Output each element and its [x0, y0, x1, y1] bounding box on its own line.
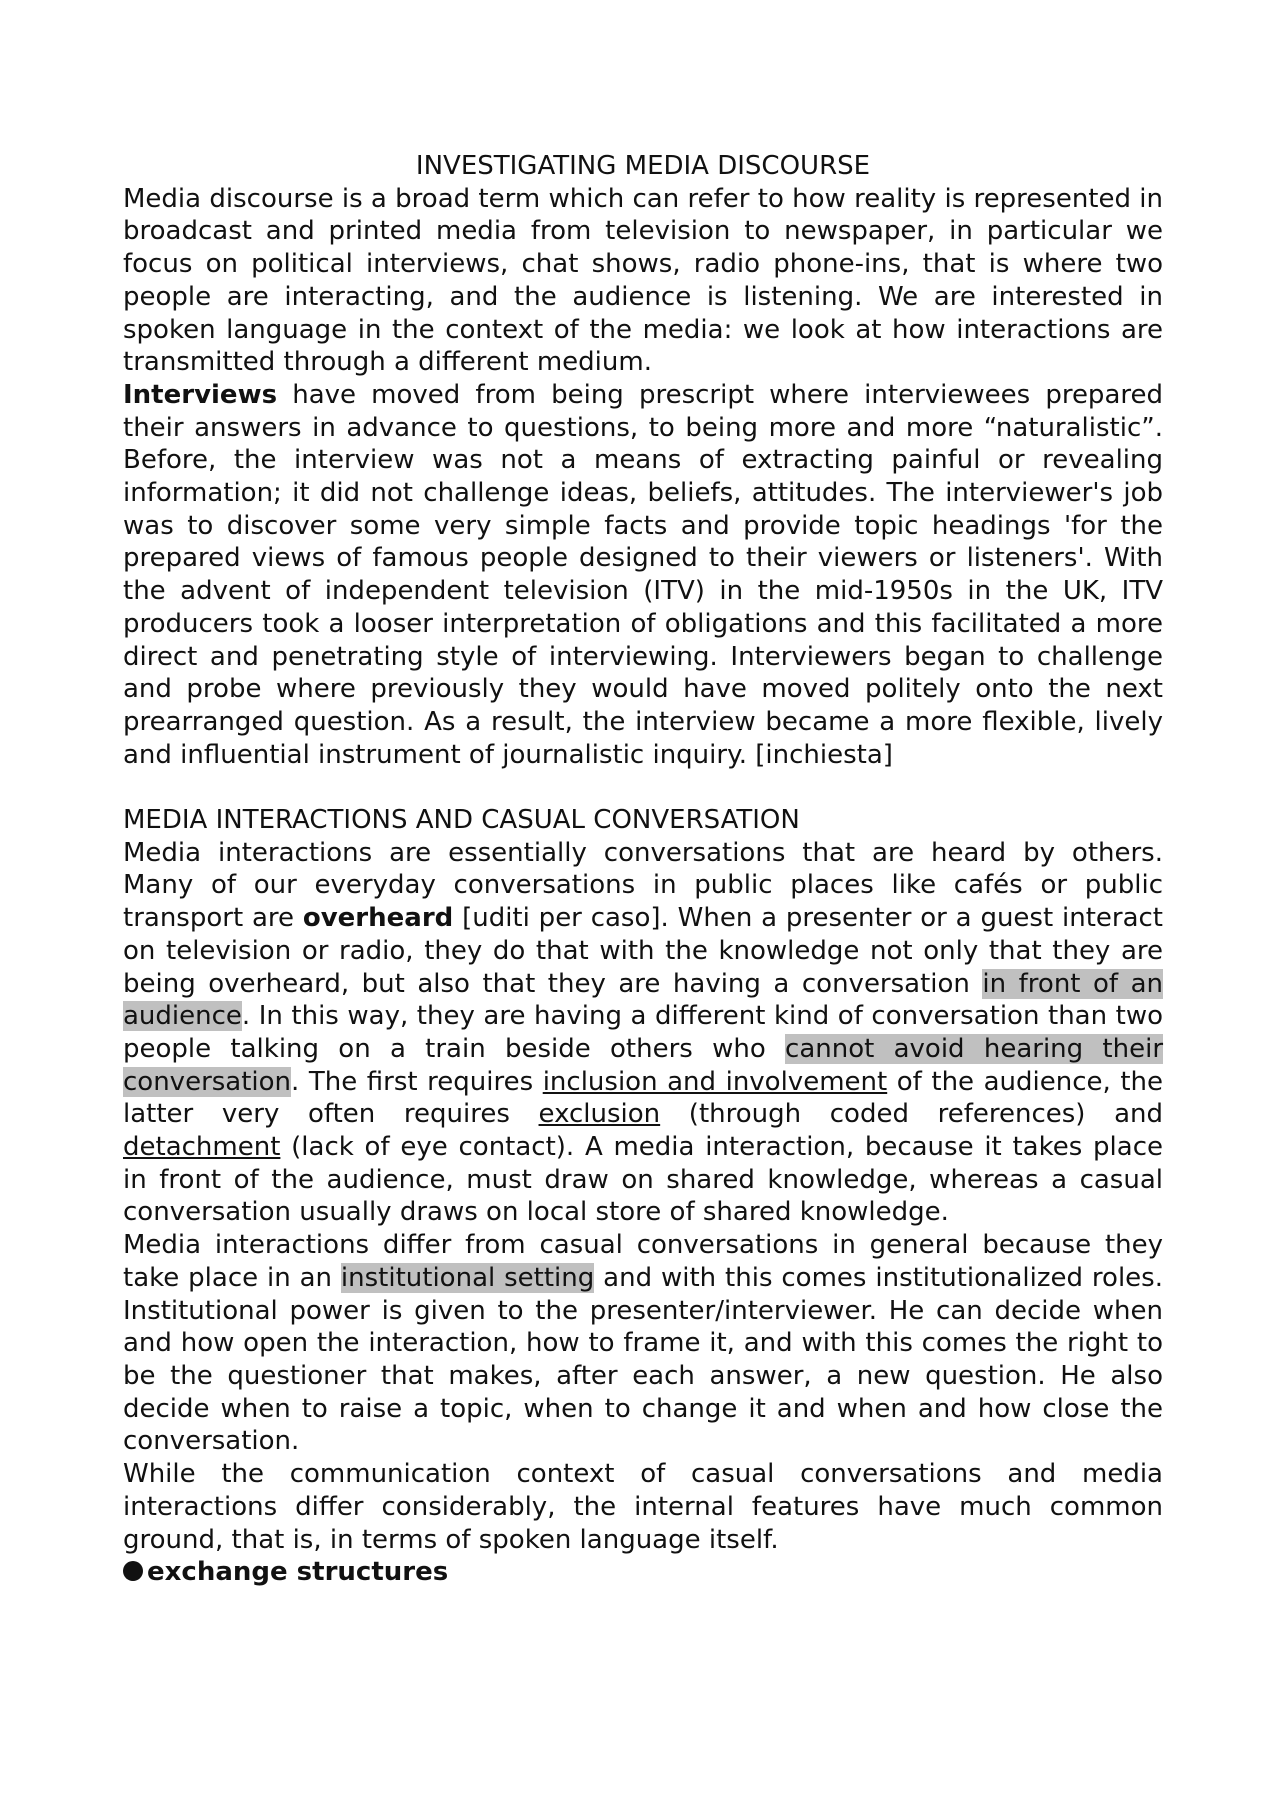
bullet-item: [123, 1556, 1163, 1589]
text-run: Media interactions differ from casual conversations in general because they take place in an: [123, 1230, 1163, 1293]
intro-paragraph: [123, 183, 1163, 379]
text-run: (lack of eye contact). A media interaction, because it takes place in front of the audience, must draw on shared knowledge, whereas a casual conversation usually draws on local store of shared knowledge.: [123, 1132, 1163, 1228]
text-run: of the audience, the latter very often requires: [123, 1066, 1164, 1130]
intro-text: Media discourse is a broad term which can refer to how reality is represented in broadcast and printed media from television to newspaper, in particular we focus on political interviews, chat shows, radio phone-ins, that is where two people are interacting, and the audience is listening. We are interested in spoken language in the context of the media: we look at how interactions are transmitted through a different medium.: [123, 183, 1163, 378]
text-run: Media interactions are essentially conversations that are heard by others. Many of our everyday conversations in public places like cafés or public transport are: [123, 837, 1163, 934]
interviews-text: have moved from being prescript where interviewees prepared their answers in advance to questions, to being more and more “naturalistic”. Before, the interview was not a means of extracting painful or revealing information; it did not challenge ideas, beliefs, attitudes. The interviewer's job was to discover some very simple facts and provide topic headings 'for the prepared views of famous people designed to their viewers or listeners'. With the advent of independent television (ITV) in the mid-1950s in the UK, ITV producers took a looser interpretation of obligations and this facilitated a more direct and penetrating style of interviewing. Interviewers began to challenge and probe where previously they would have moved politely onto the next prearranged question. As a result, the interview became a more flexible, lively and influential instrument of journalistic inquiry. [inchiesta]: [123, 379, 1163, 770]
overheard-paragraph: [123, 837, 1163, 1229]
section-heading: MEDIA INTERACTIONS AND CASUAL CONVERSATION: [123, 805, 800, 836]
bullet-dot-icon: [123, 1561, 143, 1581]
text-run: (through coded references) and: [660, 1099, 1163, 1130]
interviews-term: Interviews: [123, 379, 278, 410]
text-run: . The first requires: [291, 1066, 543, 1097]
text-run: . In this way, they are having a different kind of conversation than two people talking on a train beside others who: [123, 1001, 1163, 1064]
common-ground-text: While the communication context of casual conversations and media interactions differ considerably, the internal features have much common ground, that is, in terms of spoken language itself.: [123, 1459, 1163, 1555]
highlight-cannot-avoid: cannot avoid hearing their conversation: [123, 1033, 1164, 1097]
document-page: [123, 150, 1163, 1589]
highlight-audience: in front of an audience: [123, 968, 1163, 1032]
overheard-term: overheard: [302, 903, 454, 934]
text-run: and with this comes institutionalized roles. Institutional power is given to the presenter/interviewer. He can decide when and how open the interaction, how to frame it, and with this comes the right to be the questioner that makes, after each answer, a new question. He also decide when to raise a topic, when to change it and when and how close the conversation.: [123, 1262, 1163, 1457]
highlight-institutional-setting: institutional setting: [340, 1262, 595, 1293]
blank-line: [123, 771, 1163, 804]
underline-exclusion: exclusion: [538, 1099, 661, 1130]
underline-inclusion: inclusion and involvement: [542, 1066, 888, 1097]
underline-detachment: detachment: [123, 1132, 281, 1163]
common-ground-paragraph: [123, 1458, 1163, 1556]
institutional-paragraph: [123, 1229, 1163, 1458]
bullet-label: exchange structures: [147, 1557, 449, 1588]
document-title: INVESTIGATING MEDIA DISCOURSE: [415, 151, 871, 181]
text-run: [uditi per caso]. When a presenter or a guest interact on television or radio, they do that with the knowledge not only that they are being overheard, but also that they are having a conversation: [123, 903, 1163, 999]
interviews-paragraph: [123, 379, 1163, 771]
